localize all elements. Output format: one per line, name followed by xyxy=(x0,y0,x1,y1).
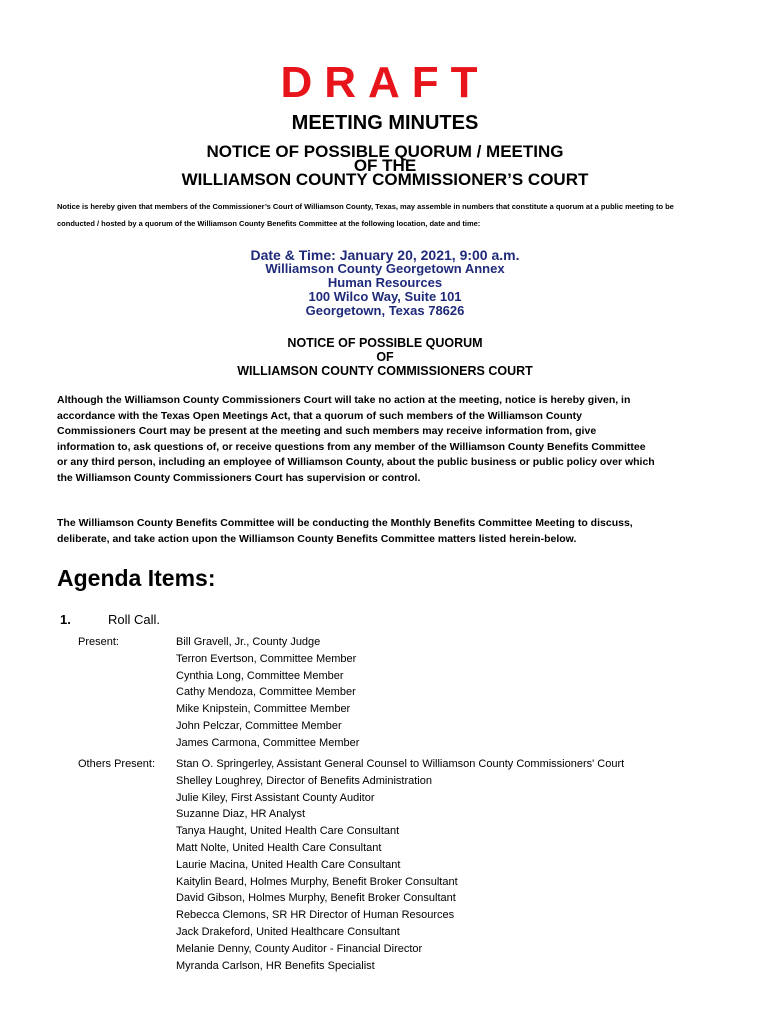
meeting-datetime: Date & Time: January 20, 2021, 9:00 a.m. xyxy=(250,247,520,263)
paragraph-line: Commissioners Court may be present at the meeting and such members may receive information from, give xyxy=(57,425,597,437)
list-item: Shelley Loughrey, Director of Benefits Administration xyxy=(176,774,432,787)
list-item: Mike Knipstein, Committee Member xyxy=(176,703,351,716)
list-item: Rebecca Clemons, SR HR Director of Human Resources xyxy=(176,909,455,922)
list-item: Melanie Denny, County Auditor - Financial Director xyxy=(176,942,423,955)
list-item: Matt Nolte, United Health Care Consultant xyxy=(176,841,382,854)
list-item: Tanya Haught, United Health Care Consultant xyxy=(176,825,400,838)
draft-watermark-title: DRAFT xyxy=(280,58,490,107)
meeting-address: 100 Wilco Way, Suite 101 xyxy=(308,289,462,304)
paragraph-line: The Williamson County Benefits Committee will be conducting the Monthly Benefits Committee Meeting to discuss, xyxy=(57,517,633,529)
notice-heading-line1: NOTICE OF POSSIBLE QUORUM / MEETING xyxy=(206,142,564,161)
list-item: Julie Kiley, First Assistant County Auditor xyxy=(176,791,375,804)
paragraph-line: deliberate, and take action upon the Williamson County Benefits Committee matters listed herein-below. xyxy=(57,532,577,545)
list-item: Bill Gravell, Jr., County Judge xyxy=(176,636,321,648)
notice-text-line1: Notice is hereby given that members of the Commissioner’s Court of Williamson County, Texas, may assemble in numbers that constitute a quorum at a public meeting to be xyxy=(57,202,674,211)
page-title: MEETING MINUTES xyxy=(291,112,479,134)
list-item: Suzanne Diaz, HR Analyst xyxy=(176,808,306,821)
list-item: Stan O. Springerley, Assistant General Counsel to Williamson County Commissioners' Court xyxy=(176,758,625,770)
notice-heading-line2: OF THE xyxy=(353,156,417,175)
paragraph-line: or any third person, including an employee of Williamson County, about the public business or public policy over which xyxy=(57,456,655,468)
others-present-list xyxy=(176,756,624,974)
paragraph-line: the Williamson County Commissioners Court has supervision or control. xyxy=(57,471,421,484)
notice-text-line2: conducted / hosted by a quorum of the Williamson County Benefits Committee at the following location, date and time: xyxy=(57,219,481,228)
list-item: Myranda Carlson, HR Benefits Specialist xyxy=(176,959,375,972)
open-meetings-paragraph xyxy=(57,393,717,486)
list-item: Jack Drakeford, United Healthcare Consultant xyxy=(176,925,400,938)
list-item: Cathy Mendoza, Committee Member xyxy=(176,686,356,699)
meeting-city: Georgetown, Texas 78626 xyxy=(305,303,465,318)
list-item: David Gibson, Holmes Murphy, Benefit Broker Consultant xyxy=(176,892,456,905)
present-list xyxy=(176,634,359,752)
quorum-heading-line2: OF xyxy=(376,350,394,364)
others-present-label: Others Present: xyxy=(78,758,156,770)
paragraph-line: accordance with the Texas Open Meetings Act, that a quorum of such members of the Williamson County xyxy=(57,409,582,422)
list-item: John Pelczar, Committee Member xyxy=(176,719,342,732)
list-item: Laurie Macina, United Health Care Consultant xyxy=(176,858,401,871)
quorum-heading-line1: NOTICE OF POSSIBLE QUORUM xyxy=(287,336,483,350)
list-item: Terron Evertson, Committee Member xyxy=(176,652,357,665)
agenda-item-number: 1. xyxy=(60,612,71,627)
paragraph-line: information to, ask questions of, or receive questions from any member of the Williamson County Benefits Committee xyxy=(57,440,646,453)
agenda-item-text: Roll Call. xyxy=(108,612,161,627)
committee-paragraph xyxy=(57,516,717,547)
agenda-heading: Agenda Items: xyxy=(57,565,216,591)
meeting-department: Human Resources xyxy=(327,275,443,290)
meeting-building: Williamson County Georgetown Annex xyxy=(265,261,505,276)
paragraph-line: Although the Williamson County Commissioners Court will take no action at the meeting, notice is hereby given, in xyxy=(57,394,631,406)
list-item: Cynthia Long, Committee Member xyxy=(176,669,344,682)
notice-heading-line3: WILLIAMSON COUNTY COMMISSIONER’S COURT xyxy=(181,170,589,189)
present-label: Present: xyxy=(78,636,119,648)
quorum-heading-line3: WILLIAMSON COUNTY COMMISSIONERS COURT xyxy=(237,364,533,378)
list-item: James Carmona, Committee Member xyxy=(176,736,360,749)
list-item: Kaitylin Beard, Holmes Murphy, Benefit Broker Consultant xyxy=(176,875,458,888)
